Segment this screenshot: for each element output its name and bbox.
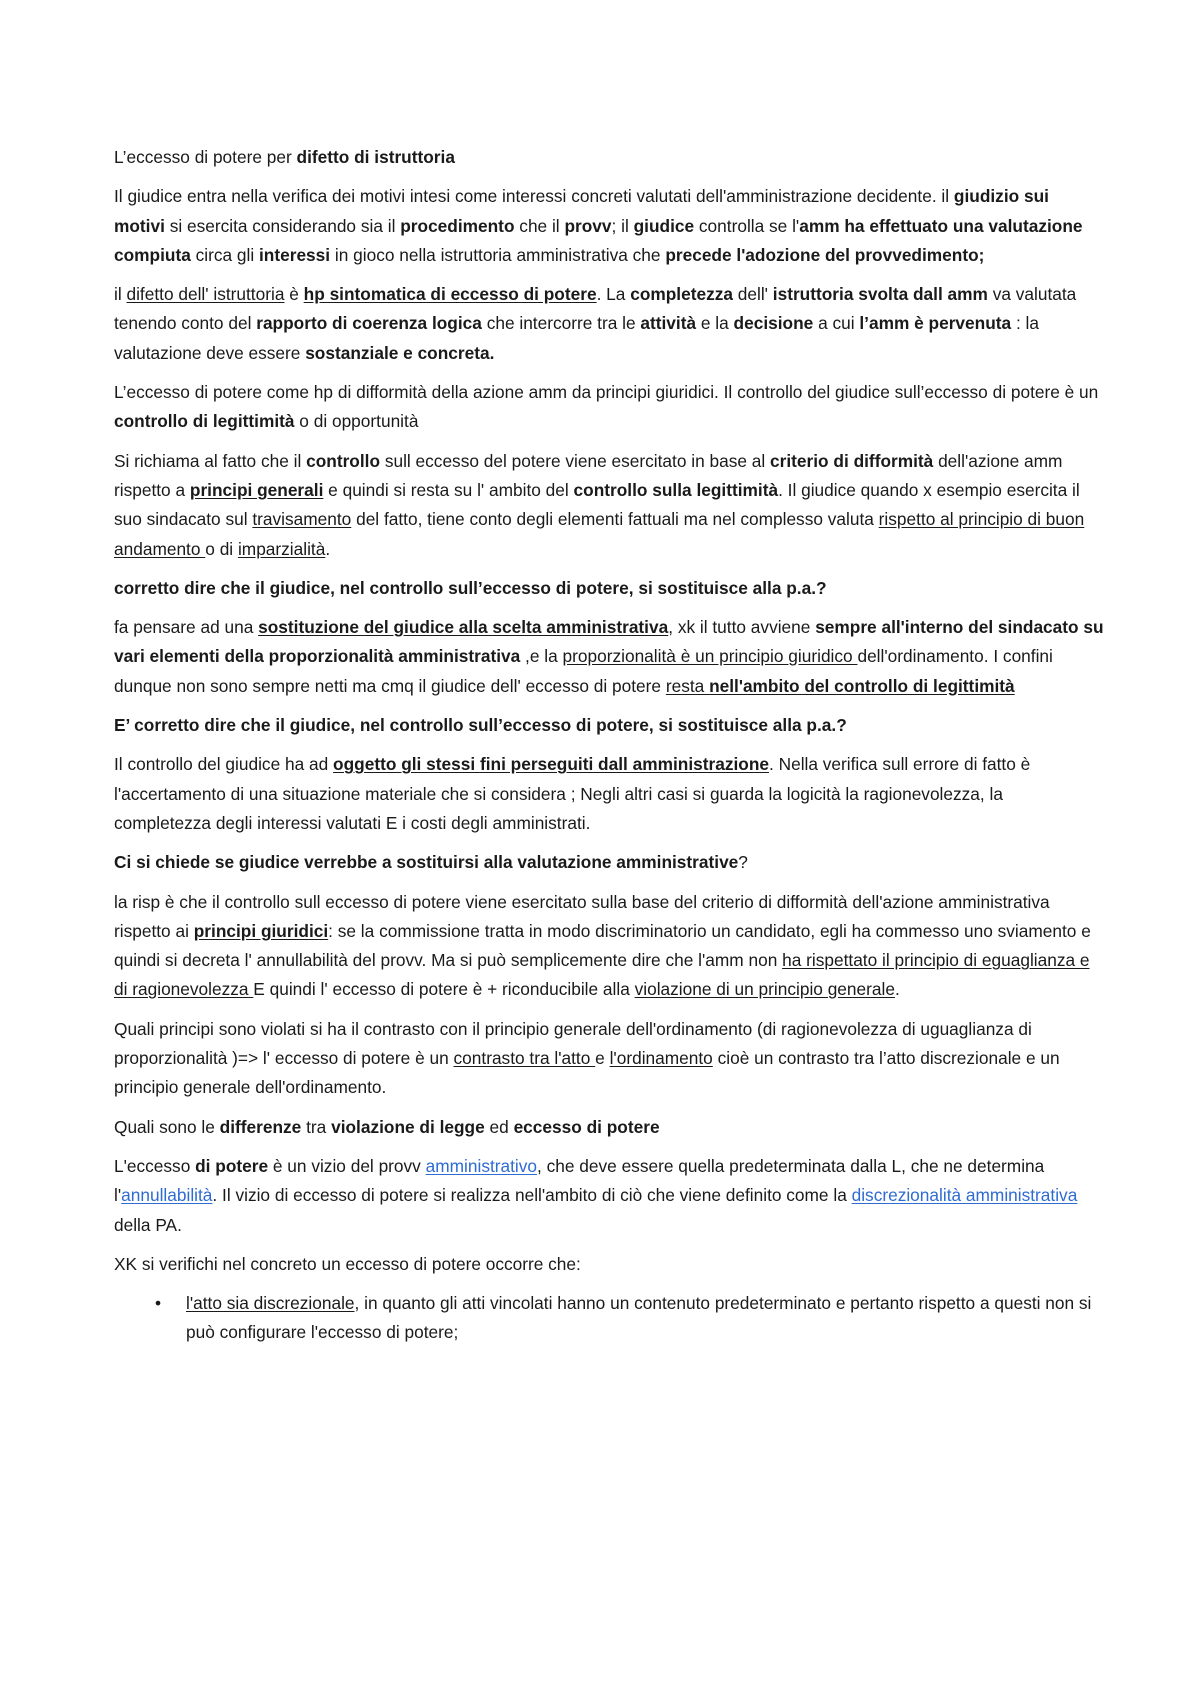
text-run: cioè un contrasto tra l’atto discrezionale e un principio generale dell'ordinamento. xyxy=(114,1048,1060,1098)
paragraph-condizioni-eccesso xyxy=(114,1250,1104,1279)
text-run: L’eccesso di potere per xyxy=(114,147,297,167)
text-run: è un vizio del provv xyxy=(268,1155,426,1176)
underlined-text: violazione di un principio generale xyxy=(634,979,895,1000)
bullet-icon: • xyxy=(155,1293,162,1314)
text-run: il xyxy=(114,284,127,305)
bold-text: corretto dire che il giudice, nel controllo sull’eccesso di potere, si sostituisce alla p.a.? xyxy=(114,577,827,598)
conditions-list xyxy=(114,1289,1104,1348)
link-annullabilita[interactable]: annullabilità xyxy=(121,1185,213,1206)
bold-text: di potere xyxy=(195,1155,269,1176)
text-run: Il controllo del giudice ha ad xyxy=(114,754,334,775)
bold-underlined-text: principi generali xyxy=(189,479,324,500)
bold-text: attività xyxy=(640,313,697,334)
bold-text: amm ha effettuato una valutazione compiuta xyxy=(114,215,1083,265)
text-run: va valutata tenendo conto del xyxy=(114,284,1077,334)
underlined-text: proporzionalità è un principio giuridico xyxy=(562,646,858,667)
paragraph-eccesso-vizio xyxy=(114,1152,1104,1240)
link-amministrativo[interactable]: amministrativo xyxy=(425,1155,538,1176)
bold-text: completezza xyxy=(630,284,733,305)
bold-text: rapporto di coerenza logica xyxy=(256,313,482,334)
text-run: o di xyxy=(205,538,238,559)
text-run: della PA. xyxy=(114,1214,182,1235)
bold-underlined-text: nell'ambito del controllo di legittimità xyxy=(709,675,1015,696)
text-run: ed xyxy=(484,1116,514,1137)
paragraph-heading-difetto-istruttoria xyxy=(114,143,1104,172)
bold-text: giudice xyxy=(633,215,695,236)
bold-text: procedimento xyxy=(400,215,515,236)
text-run: dell' xyxy=(732,284,773,305)
text-run: sull eccesso del potere viene esercitato in base al xyxy=(380,450,771,471)
text-run: tra xyxy=(301,1116,332,1137)
text-run: , in quanto gli atti vincolati hanno un contenuto predeterminato e pertanto rispetto a questi non si può configurare l'eccesso di potere; xyxy=(186,1293,1092,1343)
text-run: Quali principi sono violati si ha il contrasto con il principio generale dell'ordinamento (di ragionevolezza di uguaglianza di proporzionalità )=> l' eccesso di potere è un xyxy=(114,1018,1032,1069)
paragraph-eccesso-difformita xyxy=(114,378,1104,437)
underlined-text: travisamento xyxy=(252,509,352,530)
bold-text: differenze xyxy=(219,1116,302,1137)
text-run: Il giudice entra nella verifica dei motivi intesi come interessi concreti valutati dell'amministrazione decidente. il xyxy=(114,186,954,207)
link-discrezionalita-amministrativa[interactable]: discrezionalità amministrativa xyxy=(851,1185,1078,1206)
paragraph-risposta-principi-giuridici xyxy=(114,888,1104,1005)
bold-underlined-text: principi giuridici xyxy=(193,920,329,941)
bold-text: criterio di difformità xyxy=(770,450,934,471)
bold-text: violazione di legge xyxy=(331,1116,485,1137)
text-run: e xyxy=(595,1048,610,1069)
text-run: L'eccesso xyxy=(114,1155,196,1176)
bold-text: controllo sulla legittimità xyxy=(573,479,779,500)
underlined-text: contrasto tra l'atto xyxy=(453,1048,596,1069)
text-run: che intercorre tra le xyxy=(481,313,641,334)
text-run: Quali sono le xyxy=(114,1116,220,1137)
text-run: . Il vizio di eccesso di potere si realizza nell'ambito di ciò che viene definito come la xyxy=(212,1185,852,1206)
bold-text: sempre all'interno del sindacato su vari elementi della proporzionalità amministrativa xyxy=(114,617,1104,667)
question-sostituzione-pa xyxy=(114,574,1104,603)
text-run: circa gli xyxy=(190,244,259,265)
text-run: ,e la xyxy=(520,646,563,667)
paragraph-difetto-istruttoria-sintomatica xyxy=(114,280,1104,368)
paragraph-sostituzione-giudice xyxy=(114,613,1104,701)
underlined-text: l'ordinamento xyxy=(609,1048,713,1069)
heading-differenze xyxy=(114,1113,1104,1142)
paragraph-giudice-verifica-motivi xyxy=(114,182,1104,270)
underlined-text: rispetto al principio di buon andamento xyxy=(114,509,1085,559)
text-run: : la valutazione deve essere xyxy=(114,313,1039,363)
bold-text: sostanziale e concreta. xyxy=(305,342,495,363)
text-run: . Il giudice quando x esempio esercita il suo sindacato sul xyxy=(114,479,1080,530)
bold-text: controllo di legittimità xyxy=(114,411,295,432)
text-run: Si richiama al fatto che il xyxy=(114,450,307,471)
text-run: e quindi si resta su l' ambito del xyxy=(323,479,574,500)
text-run: a cui xyxy=(813,313,860,334)
paragraph-controllo-legittimita xyxy=(114,447,1104,564)
text-run: controlla se l' xyxy=(694,215,800,236)
text-run: . xyxy=(325,538,331,559)
list-item xyxy=(114,1289,1104,1348)
text-run: dell'azione amm rispetto a xyxy=(114,450,1063,500)
question-e-corretto-sostituzione xyxy=(114,711,1104,740)
text-run: che il xyxy=(514,215,565,236)
bold-text: interessi xyxy=(259,244,331,265)
bold-underlined-text: sostituzione del giudice alla scelta amministrativa xyxy=(258,617,669,638)
text-run: XK si verifichi nel concreto un eccesso di potere occorre che: xyxy=(114,1253,581,1274)
bold-text: provv xyxy=(564,215,612,236)
bold-text: controllo xyxy=(306,450,381,471)
paragraph-controllo-oggetto-fini xyxy=(114,750,1104,838)
bold-text: Ci si chiede se giudice verrebbe a sostituirsi alla valutazione amministrative xyxy=(114,852,739,873)
paragraph-principi-violati xyxy=(114,1015,1104,1103)
text-run: fa pensare ad una xyxy=(114,617,259,638)
underlined-text: l'atto sia discrezionale xyxy=(186,1293,355,1314)
bold-text: difetto di istruttoria xyxy=(296,147,455,167)
text-run: . xyxy=(894,979,900,1000)
text-run: e la xyxy=(696,313,734,334)
text-run: . La xyxy=(596,284,631,305)
text-run: , che deve essere quella predeterminata dalla L, che ne determina l' xyxy=(114,1155,1045,1206)
underlined-text: imparzialità xyxy=(237,538,326,559)
text-run: del fatto, tiene conto degli elementi fattuali ma nel complesso valuta xyxy=(351,509,879,530)
underlined-text: resta xyxy=(665,675,710,696)
text-run: si esercita considerando sia il xyxy=(164,215,401,236)
bold-text: decisione xyxy=(733,313,814,334)
text-run: dell'ordinamento. I confini dunque non sono sempre netti ma cmq il giudice dell' eccesso di potere xyxy=(114,646,1053,696)
bold-text: E’ corretto dire che il giudice, nel controllo sull’eccesso di potere, si sostituisce alla p.a.? xyxy=(114,715,847,736)
underlined-text: difetto dell' istruttoria xyxy=(126,284,285,305)
text-run: la risp è che il controllo sull eccesso di potere viene esercitato sulla base del criterio di difformità dell'azione amministrativa rispetto ai xyxy=(114,891,1050,941)
text-run: E quindi l' eccesso di potere è + riconducibile alla xyxy=(253,979,635,1000)
text-run: , xk il tutto avviene xyxy=(668,617,816,638)
bold-text: l’amm è pervenuta xyxy=(859,313,1012,334)
text-run: ; il xyxy=(611,215,634,236)
text-run: : se la commissione tratta in modo discriminatorio un candidato, egli ha commesso uno sviamento e quindi si decreta l' annullabilità del provv. Ma si può semplicemente dire che l'amm non xyxy=(114,920,1091,971)
bold-underlined-text: oggetto gli stessi fini perseguiti dall amministrazione xyxy=(333,754,769,775)
bold-text: precede l'adozione del provvedimento; xyxy=(665,244,985,265)
text-run: ? xyxy=(738,852,748,873)
text-run: o di opportunità xyxy=(294,411,419,432)
question-giudice-sostituirsi xyxy=(114,848,1104,877)
bold-text: eccesso di potere xyxy=(513,1116,660,1137)
bold-underlined-text: hp sintomatica di eccesso di potere xyxy=(303,284,597,305)
bold-text: giudizio sui motivi xyxy=(114,186,1049,236)
text-run: . Nella verifica sull errore di fatto è l'accertamento di una situazione materiale che si considera ; Negli altri casi si guarda la logicità la ragionevolezza, la completezza degli interessi valutati E i costi degli amministrati. xyxy=(114,754,1031,833)
text-run: in gioco nella istruttoria amministrativa che xyxy=(330,244,666,265)
underlined-text: ha rispettato il principio di eguaglianza e di ragionevolezza xyxy=(114,950,1090,1000)
text-run: L’eccesso di potere come hp di difformità della azione amm da principi giuridici. Il controllo del giudice sull’eccesso di potere è un xyxy=(114,382,1099,403)
document-body xyxy=(114,143,1104,1348)
text-run: è xyxy=(284,284,304,305)
bold-text: istruttoria svolta dall amm xyxy=(772,284,988,305)
